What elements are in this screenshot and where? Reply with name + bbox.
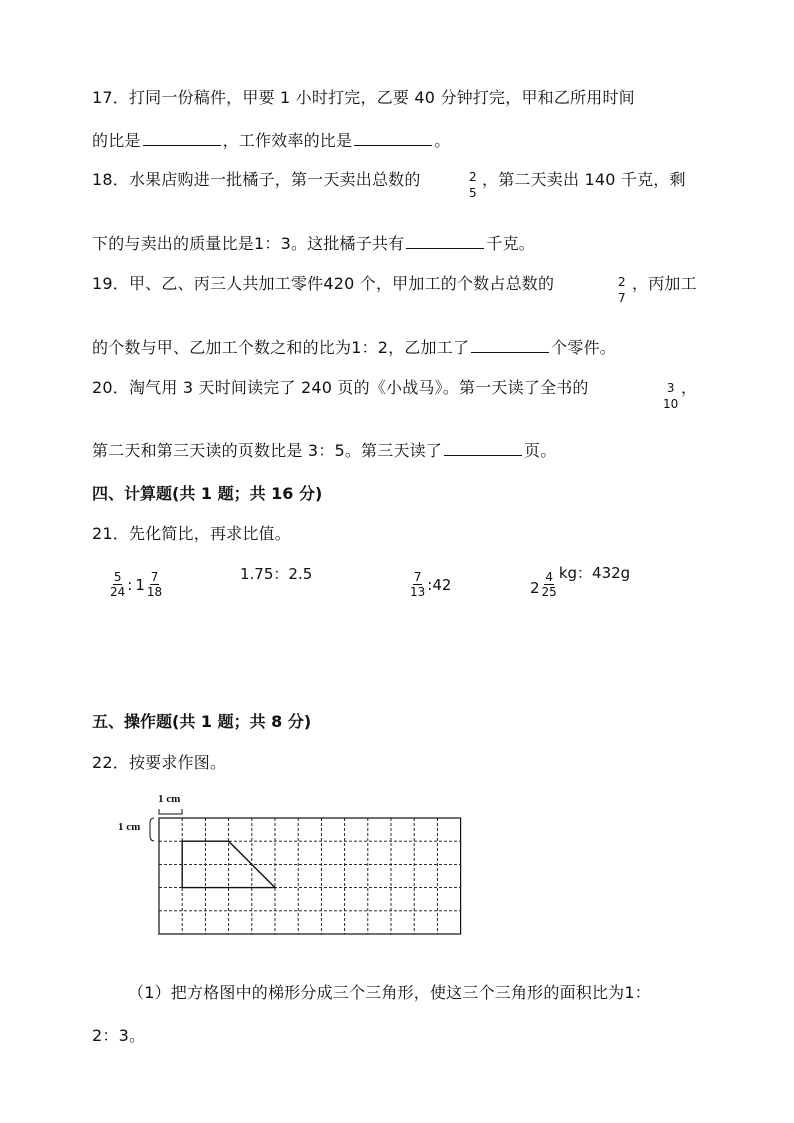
q18-blank[interactable] (406, 234, 484, 249)
q19-line2 (92, 335, 616, 358)
q21-i1-b-den: 18 (146, 585, 163, 599)
q20-text-b: 页。 (524, 441, 557, 460)
q18-line2 (92, 231, 535, 254)
grid-figure (145, 800, 470, 965)
q21-item-3 (408, 570, 451, 599)
q21-i1-b-num: 7 (150, 570, 159, 584)
q21-i4-whole: 2 (530, 579, 540, 597)
q19-text-a: 的个数与甲、乙加工个数之和的比为1：2，乙加工了 (92, 338, 470, 357)
q19-line1a: 19．甲、乙、丙三人共加工零件420 个，甲加工的个数占总数的 (92, 274, 555, 293)
q19-frac-den: 7 (618, 291, 626, 305)
q21-item-2: 1.75：2.5 (240, 565, 313, 583)
q20-line1b: ， (681, 378, 698, 397)
q17-blank-1[interactable] (143, 131, 221, 146)
q20-fraction (663, 380, 678, 412)
grid-border (159, 818, 461, 934)
scale-bracket-left (150, 818, 154, 841)
q21-i1-a-num: 5 (113, 570, 122, 584)
q18-frac-den: 5 (469, 186, 477, 200)
q19-blank[interactable] (471, 338, 549, 353)
q19-text-b: 个零件。 (551, 338, 616, 357)
section5-title: 五、操作题(共 1 题；共 8 分) (92, 712, 312, 731)
scale-left-label: 1 cm (118, 821, 141, 833)
q18-text-b: 千克。 (486, 234, 535, 253)
q20-frac-num: 3 (666, 381, 675, 395)
q21-i1-sep: : (127, 575, 133, 594)
q18-fraction (468, 169, 478, 201)
q20-line1a: 20．淘气用 3 天时间读完了 240 页的《小战马》。第一天读了全书的 (92, 378, 589, 397)
q21-i3-b: 42 (432, 575, 452, 594)
q21-i4-rest: kg：432g (558, 564, 631, 582)
q20-frac-den: 10 (663, 397, 679, 411)
scale-top-label: 1 cm (158, 793, 181, 805)
q21-i1-a-den: 24 (110, 585, 126, 599)
q21-i4-num: 4 (545, 570, 553, 584)
q21-item-4 (530, 562, 630, 599)
q19-line1b: ，丙加工 (632, 274, 697, 293)
q22-sub1-line1: （1）把方格图中的梯形分成三个三角形，使这三个三角形的面积比为1： (128, 983, 651, 1002)
q20-blank[interactable] (444, 441, 522, 456)
section4-title: 四、计算题(共 1 题；共 16 分) (92, 484, 323, 503)
q20-text-a: 第二天和第三天读的页数比是 3：5。第三天读了 (92, 441, 443, 460)
q18-line1a: 18．水果店购进一批橘子，第一天卖出总数的 (92, 170, 421, 189)
q17-line2 (92, 128, 450, 151)
q21-i3-sep: : (427, 575, 433, 594)
q21-i3-a-den: 13 (410, 585, 426, 599)
q21-prompt: 21．先化简比，再求比值。 (92, 524, 291, 543)
q17-text-a: 的比是 (92, 131, 141, 150)
q21-item-1 (108, 570, 164, 599)
grid-lines (159, 818, 461, 934)
q18-line1b: ，第二天卖出 140 千克，剩 (482, 170, 686, 189)
q22-prompt: 22．按要求作图。 (92, 753, 227, 772)
q18-frac-num: 2 (469, 170, 477, 184)
q17-text-b: ，工作效率的比是 (222, 131, 353, 150)
q21-i1-b-whole: 1 (135, 575, 145, 594)
scale-bracket-top (159, 809, 182, 814)
q21-i3-a-num: 7 (413, 570, 422, 584)
q22-sub1-line2: 2：3。 (92, 1026, 146, 1045)
q18-text-a: 下的与卖出的质量比是1：3。这批橘子共有 (92, 234, 405, 253)
q17-blank-2[interactable] (354, 131, 432, 146)
q19-frac-num: 2 (618, 275, 626, 289)
q21-i4-den: 25 (541, 585, 557, 599)
q17-text-c: 。 (434, 131, 451, 150)
q17-line1: 17．打同一份稿件，甲要 1 小时打完，乙要 40 分钟打完，甲和乙所用时间 (92, 88, 635, 107)
q19-fraction (617, 274, 627, 306)
q20-line2 (92, 438, 556, 461)
